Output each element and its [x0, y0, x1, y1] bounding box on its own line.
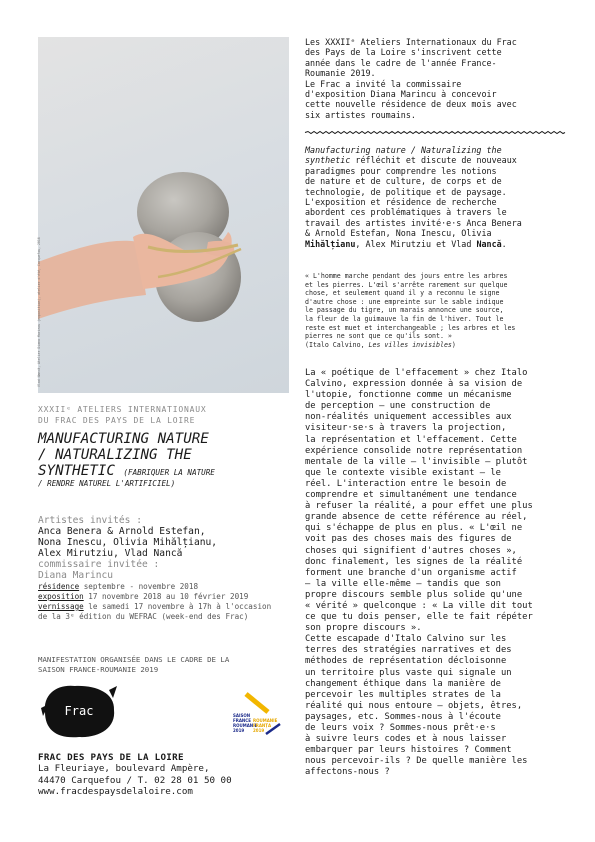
text-line: que le contexte visible existant — le [305, 467, 501, 478]
text-line: son propre discours ». [305, 623, 422, 634]
curator-label: commissaire invitée : [38, 559, 160, 570]
text-line: « vérité » quelconque : « La ville dit tout [305, 600, 533, 611]
text-line: donc finalement, les signes de la réalité [305, 556, 523, 567]
text-line: année dans le cadre de l'année France- [305, 57, 497, 68]
saison-text: ROUMANIE [233, 723, 258, 728]
artist-line: Nona Inescu, Olivia Mihălțianu, [38, 537, 218, 548]
city-phone-line: 44470 Carquefou / T. 02 28 01 50 00 [38, 774, 232, 786]
saison-france-roumanie-logo [232, 694, 282, 738]
text-line: d'exposition Diana Marincu à concevoir [305, 89, 497, 100]
saison-accent-text: 2019 [253, 728, 265, 733]
dates-block [38, 582, 290, 622]
text-span: . [501, 238, 507, 249]
text-line: changement éthique dans la manière de [305, 678, 501, 689]
quote-line: la fleur de la guimauve la fin de l'hiver. Tout le [305, 314, 504, 323]
text-line: la représentation et l'effacement. Cette [305, 434, 517, 445]
quote-line: le passage du tigre, un marais annonce une source, [305, 306, 504, 315]
text-line: technologie, de politique et de paysage. [305, 186, 507, 197]
calvino-quote [305, 272, 567, 349]
date-row [38, 602, 290, 612]
series-line: XXXIIᵉ ATELIERS INTERNATIONAUX [38, 405, 207, 414]
date-key: vernissage [38, 602, 84, 611]
note-line: MANIFESTATION ORGANISÉE DANS LE CADRE DE LA [38, 655, 230, 664]
text-line: de leurs voix ? Sommes-nous prêt·e·s [305, 723, 496, 733]
date-key: résidence [38, 582, 80, 591]
text-line: voit pas des choses mais des figures de [305, 534, 512, 545]
text-line: comprendre et simultanément une tendance [305, 490, 517, 501]
text-line: & Arnold Estefan, Nona Inescu, Olivia [305, 228, 492, 239]
text-span: (Italo Calvino, [305, 340, 369, 349]
text-line: l'utopie, fonctionne comme un mécanisme [305, 390, 512, 401]
note-line: SAISON FRANCE-ROUMANIE 2019 [38, 665, 159, 674]
text-line: à refuser la réalité, a pour effet une plus [305, 501, 533, 512]
institution-name: FRAC DES PAYS DE LA LOIRE [38, 752, 184, 763]
text-line: choses qui signifient d'autres choses », [305, 545, 517, 556]
artist-line: Alex Mirutziu, Vlad Nancă [38, 548, 183, 559]
essay-body [305, 368, 567, 778]
divider-rule [305, 131, 565, 134]
quote-line: chose, et seulement quand il y a reconnu le signe [305, 289, 500, 298]
subtitle-line: / RENDRE NATUREL L'ARTIFICIEL) [38, 479, 176, 488]
concept-paragraph [305, 145, 567, 249]
text-line: cette nouvelle résidence de deux mois avec [305, 99, 517, 110]
title-word: SYNTHETIC [38, 463, 115, 479]
italic-text: Les villes invisibles [368, 340, 452, 349]
text-span: , Alex Mirutziu et Vlad [355, 238, 477, 249]
contact-block [38, 752, 290, 797]
text-line: La « poétique de l'effacement » chez Italo [305, 368, 528, 378]
intro-paragraph [305, 37, 567, 120]
quote-line: reste est muet et interchangeable ; les arbres et les [305, 323, 516, 332]
text-span: ) [451, 340, 456, 349]
title-line [38, 463, 290, 479]
text-line: visiteur·se·s à travers la projection, [305, 423, 507, 434]
series-line: DU FRAC DES PAYS DE LA LOIRE [38, 415, 196, 425]
artists-label: Artistes invités : [38, 515, 142, 526]
subtitle-part: (FABRIQUER LA NATURE [123, 468, 215, 477]
text-line: un territoire plus vaste qui signale un [305, 667, 512, 678]
credits [38, 515, 290, 581]
bold-text: Mihălțianu [305, 238, 356, 249]
text-line: de perception — une construction de [305, 401, 491, 412]
text-line: Cette escapade d'Italo Calvino sur les [305, 634, 507, 645]
text-line: paysages, etc. Sommes-nous à l'écoute [305, 711, 501, 722]
series-heading [38, 405, 290, 426]
text-line: terres des stratégies narratives et des [305, 645, 512, 656]
text-line [305, 239, 567, 249]
saison-text: 2019 [233, 728, 245, 733]
quote-source [305, 341, 567, 350]
artist-line: Anca Benera & Arnold Estefan, [38, 526, 206, 537]
text-line: méthodes de représentation décloisonne [305, 656, 507, 667]
saison-text: FRANCE [233, 718, 251, 723]
text-line: nous percevoir-ils ? De quelle manière les [305, 756, 528, 767]
title-line: MANUFACTURING NATURE [38, 431, 209, 447]
quote-line: et les pierres. L'œil s'arrête rarement sur quelque [305, 280, 508, 289]
date-row [38, 582, 290, 592]
quote-line: pierres ne sont que ce qu'ils sont. » [305, 332, 452, 341]
address-line: La Fleuriaye, boulevard Ampère, [38, 763, 210, 775]
saison-accent-text: ROUMANIE [253, 718, 278, 723]
frac-logo [39, 682, 119, 740]
date-value: le samedi 17 novembre à 17h à l'occasion [83, 602, 272, 611]
title-line: / NATURALIZING THE [38, 447, 192, 463]
text-line: embarquer par leurs histoires ? Comment [305, 745, 512, 756]
date-row-tail: de la 3ᵉ édition du WEFRAC (week-end des Frac) [38, 612, 249, 621]
italic-text: synthetic [305, 155, 351, 166]
text-line: Calvino, expression donnée à sa vision de [305, 379, 523, 390]
text-line: six artistes roumains. [305, 109, 416, 120]
saison-text: SAISON [233, 713, 251, 718]
text-line: L'exposition et résidence de recherche [305, 197, 497, 208]
text-line: non-réalités uniquement accessibles aux [305, 412, 512, 423]
exhibition-title [38, 431, 290, 489]
text-line: réalité qui nous entoure — objets, êtres, [305, 700, 523, 711]
date-value: 17 novembre 2018 au 10 février 2019 [83, 592, 249, 601]
quote-line: d'autre chose : une empreinte sur le sable indique [305, 297, 504, 306]
date-value: septembre - novembre 2018 [79, 582, 199, 591]
website-link[interactable]: www.fracdespaysdelaloire.com [38, 785, 193, 797]
organized-note [38, 655, 290, 675]
cover-photo [38, 37, 289, 393]
quote-line: « L'homme marche pendant des jours entre les arbres [305, 272, 508, 280]
text-line: mentale de la ville — l'invisible — plutôt [305, 456, 528, 467]
text-span: réfléchit et discute de nouveaux [350, 155, 517, 166]
bold-text: Nancă [476, 238, 502, 249]
text-line: Les XXXIIᵉ Ateliers Internationaux du Frac [305, 37, 517, 47]
frac-logo-text: Frac [64, 704, 94, 718]
text-line: propre discours semble plus solide qu'une [305, 589, 523, 600]
text-line [305, 155, 567, 165]
text-line: Le Frac a invité la commissaire [305, 78, 462, 89]
text-line: de nature et de culture, de corps et de [305, 176, 502, 187]
text-line: réel. L'interaction entre le besoin de [305, 478, 507, 489]
text-line: ce que tu dois penser, elle te fait répéter [305, 612, 533, 623]
saison-accent-text: FRANȚA [253, 723, 272, 728]
text-line: — la ville elle-même — tandis que son [305, 578, 501, 589]
text-line: percevoir les multiples strates de la [305, 689, 501, 700]
photo-caption: Vlad Nancă, Atelier Diana Marincu (exposition), atelier d'été, Carquefou, 2018 [37, 237, 41, 387]
text-line: à suivre leurs codes et à nous laisser [305, 734, 507, 745]
text-line: des Pays de la Loire s'inscrivent cette [305, 47, 502, 58]
text-line: paradigmes pour comprendre les notions [305, 165, 497, 176]
text-line: Manufacturing nature / Naturalizing the [305, 145, 502, 155]
date-row [38, 592, 290, 602]
text-line: qui s'échappe de plus en plus. « L'œil ne [305, 523, 523, 534]
text-line: travail des artistes invité·e·s Anca Benera [305, 217, 522, 228]
curator-name: Diana Marincu [38, 570, 114, 581]
text-line: affectons-nous ? [305, 767, 390, 778]
hand-holding-stone-illustration [38, 37, 289, 393]
date-key: exposition [38, 592, 84, 601]
text-line: Roumanie 2019. [305, 68, 376, 79]
text-line: forment une branche d'un organisme actif [305, 567, 517, 578]
text-line: expérience consolide notre représentation [305, 445, 523, 456]
text-line: grande absence de cette référence au réel, [305, 512, 528, 523]
text-line: abordent ces problématiques à travers le [305, 207, 507, 218]
